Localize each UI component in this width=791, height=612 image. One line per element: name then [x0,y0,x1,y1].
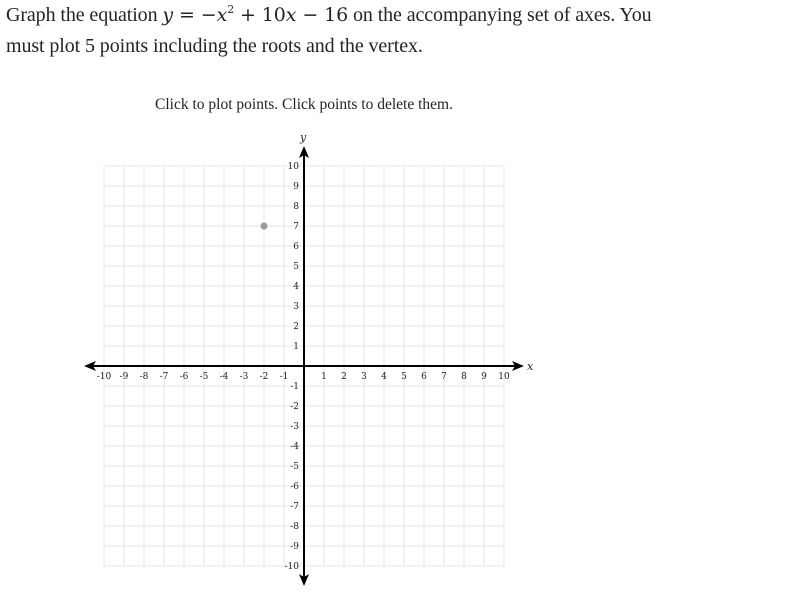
equation-x-squared: x [216,4,228,26]
y-tick-label: -6 [290,482,299,492]
x-tick-label: 8 [461,372,467,382]
x-tick-label: -10 [96,372,112,382]
equation-y: y [162,4,174,26]
x-tick-label: 9 [481,372,487,382]
x-tick-label: 1 [321,372,327,382]
y-tick-label: 9 [293,182,299,192]
x-tick-label: -5 [199,372,209,382]
y-tick-label: -5 [290,462,299,472]
equation-exponent: 2 [227,3,235,16]
y-tick-label: 5 [293,262,299,272]
x-tick-label: -3 [239,372,249,382]
y-tick-label: -7 [290,502,299,512]
y-tick-label: 3 [293,302,299,312]
x-tick-label: 6 [421,372,427,382]
question-line-2: must plot 5 points including the roots and the vertex. [6,35,423,57]
y-axis-label: y [300,131,307,144]
x-tick-label: 4 [381,372,387,382]
y-tick-label: -8 [290,522,299,532]
x-tick-label: -4 [219,372,229,382]
equation-constant: − 16 [296,4,349,26]
x-tick-label: 3 [361,372,367,382]
equation-plus: + 10 [234,4,286,26]
y-tick-label: -2 [290,402,299,412]
y-tick-label: -4 [290,442,299,452]
y-tick-label: -9 [290,542,299,552]
y-tick-label: 8 [293,202,299,212]
x-tick-label: -6 [179,372,189,382]
x-tick-label: -1 [279,372,289,382]
x-tick-label: 5 [401,372,407,382]
question-suffix: on the accompanying set of axes. You [348,4,652,26]
x-tick-label: 2 [341,372,347,382]
graph-instruction: Click to plot points. Click points to delete them. [155,96,453,113]
y-tick-label: 10 [287,162,299,172]
x-tick-label: 7 [441,372,447,382]
y-tick-label: 2 [293,322,299,332]
y-tick-label: -3 [290,422,299,432]
plotted-point[interactable] [261,223,268,230]
y-tick-label: 4 [293,282,299,292]
y-tick-label: 7 [293,222,299,232]
y-tick-label: 1 [293,342,299,352]
equation-equals: = − [173,4,217,26]
y-tick-label: 6 [293,242,299,252]
equation-x: x [285,4,297,26]
x-tick-label: -9 [119,372,129,382]
x-axis-label: x [527,360,534,373]
y-tick-label: -1 [290,382,299,392]
y-tick-label: -10 [284,562,299,572]
plotted-points[interactable] [261,223,268,230]
x-tick-label: -8 [139,372,149,382]
x-tick-label: 10 [498,372,510,382]
x-tick-label: -7 [159,372,169,382]
question-prefix: Graph the equation [6,4,163,26]
x-tick-label: -2 [259,372,269,382]
